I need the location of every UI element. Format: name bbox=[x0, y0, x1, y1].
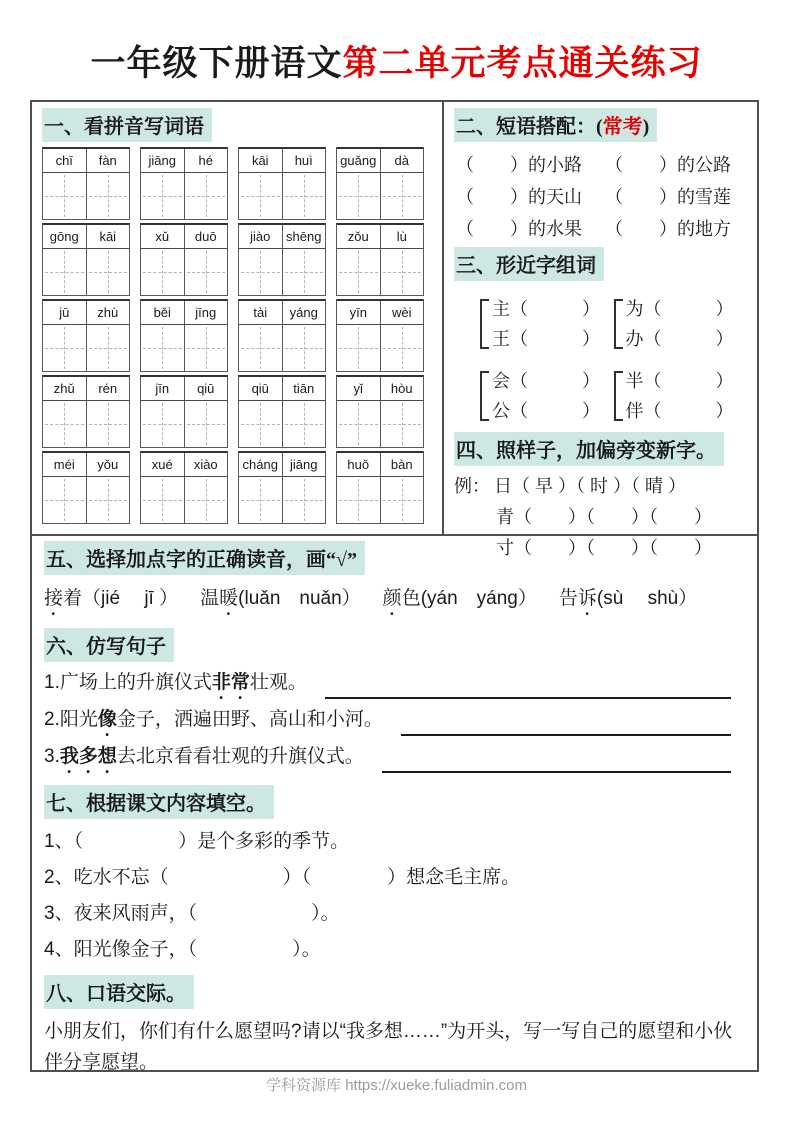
radical-row bbox=[454, 502, 747, 533]
tianzige-cell bbox=[141, 477, 185, 523]
pinyin-syllable: fàn bbox=[98, 153, 117, 168]
pinyin-syllable: hé bbox=[198, 153, 213, 168]
pinyin-row bbox=[43, 149, 129, 173]
pinyin-row-3 bbox=[42, 299, 434, 372]
writing-line bbox=[46, 1110, 743, 1122]
writing-cells bbox=[337, 173, 423, 219]
word-part: 温 bbox=[200, 588, 220, 609]
pinyin-syllable: huì bbox=[294, 153, 313, 168]
tianzige-cell bbox=[381, 173, 424, 219]
section8 bbox=[32, 970, 757, 1080]
pinyin-syllable: méi bbox=[43, 453, 87, 476]
pinyin-word-box bbox=[238, 375, 326, 448]
pinyin-syllable: jiāng bbox=[141, 149, 185, 172]
tag-paren-close: ) bbox=[642, 116, 650, 138]
bracket-icon bbox=[614, 371, 623, 421]
pinyin-word-box bbox=[42, 147, 130, 220]
pinyin-word-box bbox=[140, 299, 228, 372]
pinyin-syllable: qiū bbox=[197, 381, 215, 396]
phrase-blank: （ ）的水果 bbox=[456, 219, 582, 239]
pinyin-syllable: huǒ bbox=[337, 453, 381, 476]
tianzige-cell bbox=[87, 401, 130, 447]
writing-cells bbox=[337, 477, 423, 523]
writing-cells bbox=[239, 249, 325, 295]
tianzige-cell bbox=[43, 401, 87, 447]
pronunciation-item bbox=[383, 583, 537, 620]
emphasized-word: 非常 bbox=[211, 672, 250, 693]
tianzige-cell bbox=[381, 401, 424, 447]
section7 bbox=[32, 780, 757, 970]
dotted-char: 颜 bbox=[382, 588, 402, 609]
fill-blank-item: 2、吃水不忘（ ）（ ）想念毛主席。 bbox=[44, 867, 521, 888]
sentence-text bbox=[44, 704, 383, 741]
writing-cells bbox=[337, 249, 423, 295]
pinyin-syllable: qiū bbox=[239, 377, 283, 400]
phrase-match-grid bbox=[456, 149, 747, 245]
tianzige-cell bbox=[337, 325, 381, 371]
writing-cells bbox=[239, 325, 325, 371]
footer-watermark: 学科资源库 https://xueke.fuliadmin.com bbox=[266, 1077, 527, 1094]
pinyin-word-box bbox=[336, 223, 424, 296]
tianzige-cell bbox=[283, 173, 326, 219]
similar-char-group bbox=[480, 294, 614, 354]
pinyin-word-box bbox=[336, 147, 424, 220]
pinyin-syllable: kāi bbox=[239, 149, 283, 172]
word-blank: 办（ ） bbox=[625, 329, 734, 349]
pinyin-word-box bbox=[238, 299, 326, 372]
bracket-icon bbox=[614, 299, 623, 349]
tianzige-cell bbox=[283, 325, 326, 371]
dotted-char: 诉 bbox=[577, 588, 597, 609]
fill-blank-item: 1、（ ）是个多彩的季节。 bbox=[44, 831, 350, 852]
pinyin-syllable: jīn bbox=[141, 377, 185, 400]
pinyin-choices: (sù shù） bbox=[596, 588, 698, 609]
emphasized-word: 我多想 bbox=[59, 746, 117, 767]
pinyin-syllable: zhǔ bbox=[43, 377, 87, 400]
pinyin-syllable: wèi bbox=[391, 305, 412, 320]
pinyin-syllable: xiào bbox=[193, 457, 218, 472]
pinyin-syllable: yǒu bbox=[97, 457, 119, 472]
two-column-area bbox=[32, 102, 757, 558]
word-blank: 伴（ ） bbox=[625, 401, 734, 421]
pinyin-syllable: běi bbox=[141, 301, 185, 324]
phrase-blank: （ ）的小路 bbox=[456, 155, 582, 175]
word-blank: 主（ ） bbox=[492, 299, 600, 319]
tianzige-cell bbox=[43, 477, 87, 523]
pronunciation-item bbox=[44, 583, 178, 620]
example-label: 例： bbox=[454, 476, 490, 496]
pinyin-syllable: dà bbox=[394, 153, 409, 168]
section6 bbox=[32, 623, 757, 780]
pronunciation-choices bbox=[44, 583, 745, 620]
word-blank: 公（ ） bbox=[492, 401, 600, 421]
pinyin-row bbox=[239, 377, 325, 401]
tianzige-cell bbox=[43, 249, 87, 295]
tianzige-cell bbox=[239, 401, 283, 447]
tianzige-cell bbox=[141, 249, 185, 295]
pinyin-syllable: yīn bbox=[337, 301, 381, 324]
tianzige-cell bbox=[239, 249, 283, 295]
pinyin-syllable: gōng bbox=[43, 225, 87, 248]
pinyin-row bbox=[337, 225, 423, 249]
tianzige-cell bbox=[141, 325, 185, 371]
pinyin-row-5 bbox=[42, 451, 434, 524]
similar-char-pair bbox=[626, 366, 734, 426]
pinyin-row bbox=[239, 225, 325, 249]
tianzige-cell bbox=[337, 477, 381, 523]
pinyin-syllable: bàn bbox=[390, 457, 413, 472]
pinyin-row bbox=[337, 149, 423, 173]
pinyin-choices: （jié jī ） bbox=[82, 588, 179, 609]
sentence-text bbox=[44, 741, 364, 778]
pinyin-syllable: jū bbox=[43, 301, 87, 324]
section2-heading-text: 二、短语搭配： bbox=[456, 116, 596, 138]
answer-blank-line bbox=[325, 697, 731, 699]
writing-cells bbox=[43, 477, 129, 523]
pinyin-row bbox=[337, 453, 423, 477]
word-part: 告 bbox=[558, 588, 578, 609]
tianzige-cell bbox=[185, 325, 228, 371]
tianzige-cell bbox=[87, 173, 130, 219]
sentence-part: 去北京看看壮观的升旗仪式。 bbox=[116, 746, 364, 767]
tianzige-cell bbox=[87, 325, 130, 371]
radical-example-row bbox=[454, 471, 747, 502]
pinyin-row bbox=[337, 377, 423, 401]
pinyin-row bbox=[43, 301, 129, 325]
writing-cells bbox=[141, 325, 227, 371]
section8-heading: 八、口语交际。 bbox=[44, 975, 194, 1009]
pinyin-row bbox=[239, 453, 325, 477]
writing-cells bbox=[43, 173, 129, 219]
changkao-tag: 常考 bbox=[602, 116, 643, 138]
bracket-icon bbox=[480, 371, 489, 421]
similar-char-pair bbox=[626, 294, 734, 354]
pinyin-syllable: jiāng bbox=[290, 457, 318, 472]
tianzige-cell bbox=[185, 249, 228, 295]
section6-heading: 六、仿写句子 bbox=[44, 628, 174, 662]
pinyin-syllable: xǔ bbox=[141, 225, 185, 248]
pinyin-row bbox=[239, 301, 325, 325]
pinyin-syllable: xué bbox=[141, 453, 185, 476]
section2-heading bbox=[454, 108, 657, 142]
pinyin-word-box bbox=[42, 299, 130, 372]
similar-char-group bbox=[614, 366, 748, 426]
pinyin-syllable: guǎng bbox=[337, 149, 381, 172]
tianzige-cell bbox=[87, 249, 130, 295]
sentence-part: 壮观。 bbox=[249, 672, 307, 693]
pinyin-word-box bbox=[42, 375, 130, 448]
tianzige-cell bbox=[283, 401, 326, 447]
tianzige-cell bbox=[43, 325, 87, 371]
pinyin-syllable: kāi bbox=[99, 229, 117, 244]
writing-cells bbox=[239, 173, 325, 219]
tianzige-cell bbox=[239, 325, 283, 371]
pinyin-word-box bbox=[238, 147, 326, 220]
writing-cells bbox=[141, 477, 227, 523]
tianzige-cell bbox=[185, 401, 228, 447]
sentence-imitation-item bbox=[44, 704, 745, 741]
tianzige-cell bbox=[337, 173, 381, 219]
sentence-part: 2.阳光 bbox=[44, 709, 98, 730]
pinyin-word-box bbox=[336, 451, 424, 524]
pinyin-word-box bbox=[336, 375, 424, 448]
similar-char-group bbox=[614, 294, 748, 354]
similar-char-pair bbox=[492, 294, 600, 354]
pinyin-syllable: chī bbox=[43, 149, 87, 172]
writing-lines bbox=[32, 1110, 757, 1122]
tianzige-cell bbox=[141, 173, 185, 219]
sentence-imitation-item bbox=[44, 667, 745, 704]
pinyin-syllable: yáng bbox=[289, 305, 318, 320]
pinyin-row bbox=[43, 377, 129, 401]
pinyin-syllable: rén bbox=[98, 381, 118, 396]
phrase-blank: （ ）的天山 bbox=[456, 187, 582, 207]
sentence-part: 3. bbox=[44, 746, 60, 767]
tianzige-cell bbox=[283, 477, 326, 523]
tianzige-cell bbox=[381, 325, 424, 371]
pinyin-row bbox=[337, 301, 423, 325]
similar-char-group bbox=[480, 366, 614, 426]
writing-cells bbox=[337, 401, 423, 447]
pinyin-choices: (luǎn nuǎn） bbox=[238, 588, 361, 609]
writing-cells bbox=[43, 325, 129, 371]
pinyin-word-box bbox=[336, 299, 424, 372]
tianzige-cell bbox=[185, 173, 228, 219]
pinyin-word-box bbox=[140, 147, 228, 220]
pronunciation-item bbox=[559, 583, 697, 620]
pinyin-syllable: lù bbox=[396, 229, 407, 244]
title-black: 一年级下册语文 bbox=[90, 44, 343, 83]
section1-heading: 一、看拼音写词语 bbox=[42, 108, 212, 142]
pinyin-syllable: tài bbox=[239, 301, 283, 324]
tianzige-cell bbox=[337, 249, 381, 295]
word-blank: 会（ ） bbox=[492, 371, 600, 391]
section3-heading: 三、形近字组词 bbox=[454, 247, 604, 281]
pinyin-row-1 bbox=[42, 147, 434, 220]
pinyin-word-box bbox=[140, 223, 228, 296]
tianzige-cell bbox=[381, 249, 424, 295]
dotted-char: 接 bbox=[44, 588, 64, 609]
title-red: 第二单元考点通关练习 bbox=[342, 44, 703, 83]
pinyin-syllable: cháng bbox=[239, 453, 283, 476]
pinyin-row-4 bbox=[42, 375, 434, 448]
bracket-icon bbox=[480, 299, 489, 349]
right-column bbox=[444, 102, 757, 558]
word-blank: 半（ ） bbox=[625, 371, 734, 391]
radical-row-text: 青（ ）（ ）（ ） bbox=[496, 507, 712, 527]
fill-blank-item: 3、夜来风雨声，（ ）。 bbox=[44, 903, 340, 924]
tianzige-cell bbox=[381, 477, 424, 523]
radical-row-text: 寸（ ）（ ）（ ） bbox=[496, 538, 712, 558]
pinyin-row bbox=[141, 225, 227, 249]
similar-char-pair bbox=[492, 366, 600, 426]
word-blank: 王（ ） bbox=[492, 329, 600, 349]
word-part: 色 bbox=[401, 588, 421, 609]
writing-cells bbox=[43, 249, 129, 295]
similar-char-grid bbox=[480, 294, 747, 426]
tianzige-cell bbox=[239, 477, 283, 523]
pinyin-row bbox=[43, 453, 129, 477]
answer-blank-line bbox=[382, 771, 731, 773]
pinyin-word-box bbox=[238, 223, 326, 296]
pinyin-syllable: yǐ bbox=[337, 377, 381, 400]
pinyin-row bbox=[141, 149, 227, 173]
phrase-blank: （ ）的雪莲 bbox=[605, 187, 732, 207]
tianzige-cell bbox=[239, 173, 283, 219]
emphasized-word: 像 bbox=[97, 709, 117, 730]
tianzige-cell bbox=[141, 401, 185, 447]
tianzige-cell bbox=[337, 401, 381, 447]
pinyin-syllable: zǒu bbox=[337, 225, 381, 248]
writing-cells bbox=[141, 401, 227, 447]
pinyin-word-box bbox=[238, 451, 326, 524]
pinyin-row bbox=[141, 377, 227, 401]
tianzige-cell bbox=[87, 477, 130, 523]
pinyin-row bbox=[43, 225, 129, 249]
dotted-char: 暖 bbox=[219, 588, 239, 609]
pinyin-syllable: jiào bbox=[239, 225, 283, 248]
sentence-part: 金子，洒遍田野、高山和小河。 bbox=[116, 709, 383, 730]
tianzige-cell bbox=[283, 249, 326, 295]
pinyin-row bbox=[141, 453, 227, 477]
pinyin-word-box bbox=[140, 451, 228, 524]
word-part: 着 bbox=[63, 588, 83, 609]
writing-cells bbox=[141, 173, 227, 219]
left-column bbox=[32, 102, 444, 534]
oral-communication-prompt: 小朋友们，你们有什么愿望吗?请以“我多想……”为开头，写一写自己的愿望和小伙伴分享愿望。 bbox=[44, 1021, 733, 1073]
worksheet-body bbox=[30, 100, 759, 1072]
writing-cells bbox=[141, 249, 227, 295]
pinyin-syllable: jīng bbox=[195, 305, 217, 320]
pinyin-row-2 bbox=[42, 223, 434, 296]
radical-row bbox=[454, 533, 747, 564]
sentence-imitation-item bbox=[44, 741, 745, 778]
pinyin-choices: (yán yáng） bbox=[420, 588, 537, 609]
tianzige-cell bbox=[43, 173, 87, 219]
pinyin-word-box bbox=[42, 223, 130, 296]
sentence-part: 1.广场上的升旗仪式 bbox=[44, 672, 212, 693]
page-title bbox=[0, 36, 793, 86]
section4-heading: 四、照样子，加偏旁变新字。 bbox=[454, 432, 724, 466]
pinyin-syllable: shēng bbox=[286, 229, 322, 244]
fill-blank-item: 4、阳光像金子，（ ）。 bbox=[44, 939, 321, 960]
answer-blank-line bbox=[401, 734, 731, 736]
pinyin-syllable: tiān bbox=[293, 381, 315, 396]
section5-heading: 五、选择加点字的正确读音，画“√” bbox=[44, 541, 365, 575]
pinyin-row bbox=[239, 149, 325, 173]
pinyin-syllable: hòu bbox=[390, 381, 413, 396]
pinyin-row bbox=[141, 301, 227, 325]
sentence-text bbox=[44, 667, 307, 704]
tag-paren-open: ( bbox=[596, 116, 603, 138]
writing-cells bbox=[337, 325, 423, 371]
writing-cells bbox=[239, 477, 325, 523]
pinyin-syllable: duō bbox=[194, 229, 217, 244]
word-blank: 为（ ） bbox=[625, 299, 734, 319]
phrase-blank: （ ）的地方 bbox=[605, 219, 732, 239]
writing-cells bbox=[239, 401, 325, 447]
tianzige-cell bbox=[185, 477, 228, 523]
pinyin-syllable: zhù bbox=[97, 305, 119, 320]
writing-cells bbox=[43, 401, 129, 447]
radical-row-text: 日（ 早 ）（ 时 ）（ 晴 ） bbox=[494, 476, 687, 496]
pinyin-word-box bbox=[140, 375, 228, 448]
phrase-blank: （ ）的公路 bbox=[605, 155, 732, 175]
section7-heading: 七、根据课文内容填空。 bbox=[44, 785, 274, 819]
pronunciation-item bbox=[200, 583, 361, 620]
pinyin-word-box bbox=[42, 451, 130, 524]
